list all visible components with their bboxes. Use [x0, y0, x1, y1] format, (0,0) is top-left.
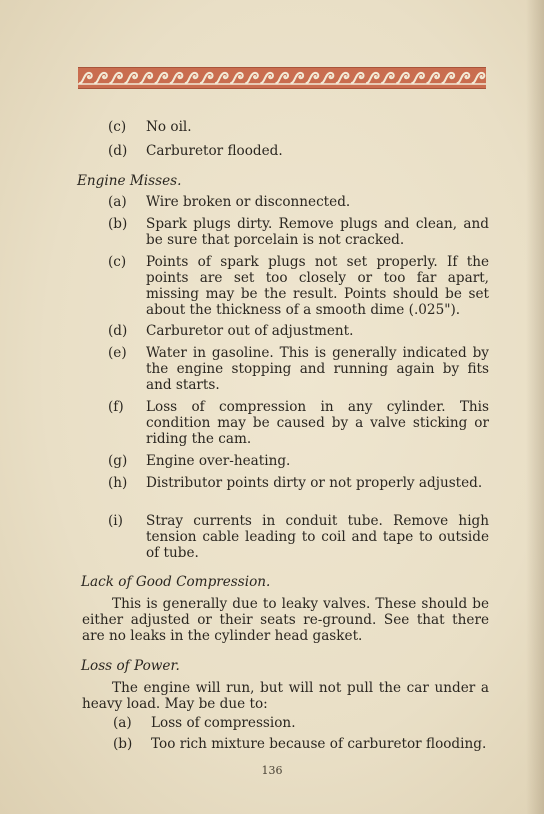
- wave-motif: [352, 73, 364, 83]
- section-paragraph: This is generally due to leaky valves. These should be either adjusted or their seats re-ground. See that there are no leaks in the cylinder head gasket.: [82, 596, 489, 644]
- wave-motif: [125, 73, 137, 83]
- item-label: (a): [113, 715, 132, 731]
- item-text: Loss of compression.: [151, 715, 296, 731]
- wave-motif: [337, 73, 349, 83]
- wave-motif: [95, 73, 107, 83]
- item-text: Loss of compression in any cylinder. This condition may be caused by a valve sticking or riding the cam.: [146, 399, 489, 447]
- wave-motif: [261, 73, 273, 83]
- wave-motif: [80, 73, 92, 83]
- wave-motif: [412, 73, 424, 83]
- item-text: Carburetor flooded.: [146, 143, 283, 159]
- item-text: Wire broken or disconnected.: [146, 194, 351, 210]
- item-label: (b): [108, 216, 128, 232]
- section-heading: Lack of Good Compression.: [81, 574, 271, 590]
- page-number: 136: [261, 764, 283, 777]
- item-label: (f): [108, 399, 124, 415]
- wave-motif: [397, 73, 409, 83]
- item-text: Spark plugs dirty. Remove plugs and clean, and be sure that porcelain is not cracked.: [146, 216, 489, 248]
- item-label: (e): [108, 345, 127, 361]
- wave-motif: [427, 73, 439, 83]
- item-label: (c): [108, 254, 127, 270]
- item-label: (d): [108, 143, 128, 159]
- wave-motif: [201, 73, 213, 83]
- wave-motif: [110, 73, 122, 83]
- wave-scroll-border: [78, 67, 486, 89]
- wave-motif: [231, 73, 243, 83]
- item-label: (b): [113, 736, 133, 752]
- page-gutter-shadow: [526, 0, 544, 814]
- wave-motif: [171, 73, 183, 83]
- wave-motif: [156, 73, 168, 83]
- wave-motif: [140, 73, 152, 83]
- item-text: Points of spark plugs not set properly. If the points are set too closely or too far apart, missing may be the result. Points should be set about the thickness of a smooth dime (.025").: [146, 254, 489, 318]
- item-text: Carburetor out of adjustment.: [146, 323, 354, 339]
- wave-motif: [186, 73, 198, 83]
- wave-motif: [216, 73, 228, 83]
- section-paragraph: The engine will run, but will not pull the car under a heavy load. May be due to:: [82, 680, 489, 712]
- item-label: (a): [108, 194, 127, 210]
- item-label: (d): [108, 323, 128, 339]
- section-heading: Loss of Power.: [81, 658, 180, 674]
- wave-motif: [458, 73, 470, 83]
- section-heading: Engine Misses.: [77, 173, 182, 189]
- wave-motif: [442, 73, 454, 83]
- item-text: Water in gasoline. This is generally indicated by the engine stopping and running again by fits and starts.: [146, 345, 489, 393]
- item-text: Engine over-heating.: [146, 453, 291, 469]
- item-text: Stray currents in conduit tube. Remove high tension cable leading to coil and tape to outside of tube.: [146, 513, 489, 561]
- item-label: (c): [108, 119, 127, 135]
- item-text: Distributor points dirty or not properly adjusted.: [146, 475, 483, 491]
- item-label: (h): [108, 475, 128, 491]
- item-text: No oil.: [146, 119, 192, 135]
- wave-motif: [382, 73, 394, 83]
- wave-motif: [246, 73, 258, 83]
- wave-motif: [307, 73, 319, 83]
- item-text: Too rich mixture because of carburetor flooding.: [151, 736, 487, 752]
- item-label: (g): [108, 453, 128, 469]
- wave-motif: [276, 73, 288, 83]
- item-label: (i): [108, 513, 123, 529]
- wave-motif: [473, 73, 485, 83]
- wave-motif: [291, 73, 303, 83]
- wave-motif: [367, 73, 379, 83]
- wave-motif: [322, 73, 334, 83]
